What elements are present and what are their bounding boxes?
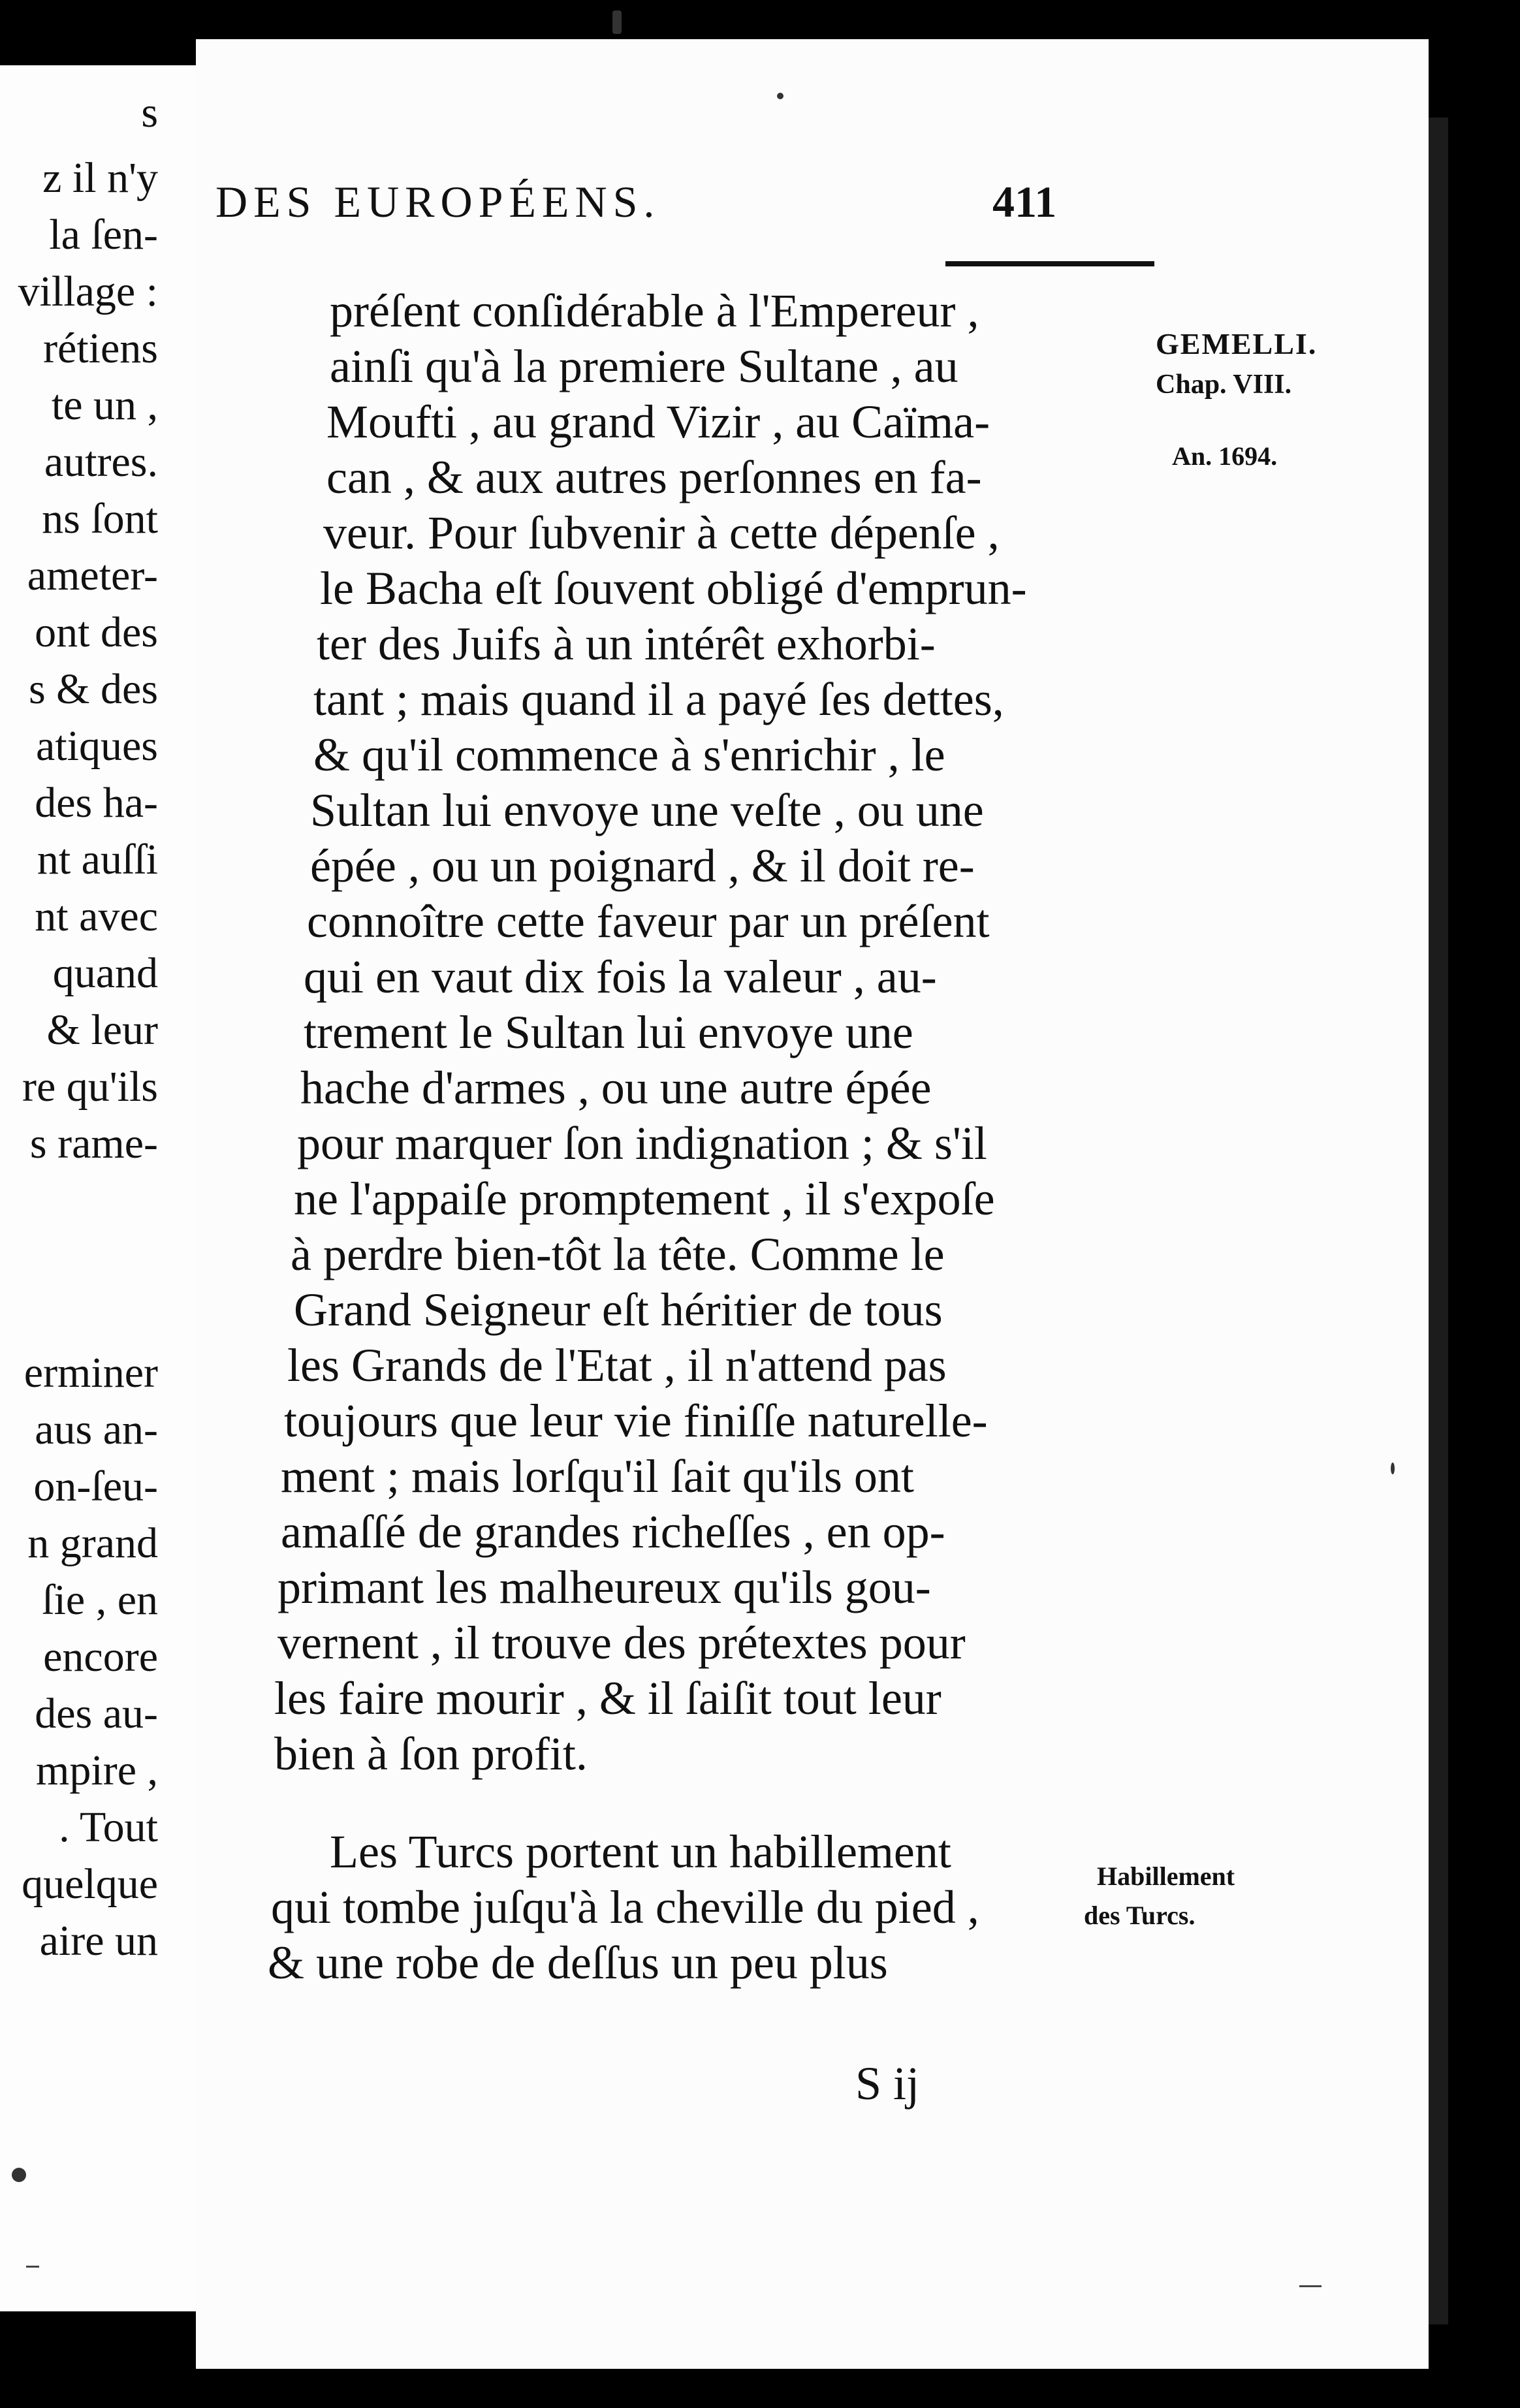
margin-note-topic: Habillement [1097,1861,1235,1891]
text-line: can , & aux autres perſonnes en fa- [326,451,982,503]
left-page-line: encore [43,1633,158,1681]
signature-mark: S ij [855,2057,920,2110]
left-page-line: autres. [44,438,158,486]
text-line: trement le Sultan lui envoye une [304,1006,913,1058]
text-line: primant les malheureux qu'ils gou- [277,1561,931,1613]
running-title: DES EUROPÉENS. [215,177,661,227]
left-page-line: s [141,89,158,136]
text-line: connoître cette faveur par un préſent [307,895,990,947]
left-page-line: s rame- [29,1120,158,1167]
page-edge-shadow [1429,118,1448,2324]
text-line: ainſi qu'à la premiere Sultane , au [330,340,958,392]
ink-speck [12,2168,26,2182]
text-line: qui en vaut dix fois la valeur , au- [304,951,937,1003]
left-page-line: ameter- [27,552,158,599]
text-line: vernent , il trouve des prétextes pour [277,1617,966,1669]
text-line: ment ; mais lorſqu'il ſait qu'ils ont [281,1450,914,1502]
text-line: & une robe de deſſus un peu plus [268,1937,888,1989]
text-line: toujours que leur vie finiſſe naturelle- [284,1395,988,1447]
left-page-line: des au- [35,1690,158,1737]
margin-note-year: An. 1694. [1172,441,1278,471]
ink-speck [26,2266,39,2268]
ink-speck [1299,2285,1322,2287]
left-page-line: quelque [22,1860,158,1908]
left-page-line: . Tout [59,1803,158,1851]
page-number: 411 [992,177,1057,227]
left-page-line: quand [52,949,158,997]
left-page-line: nt auſſi [37,836,158,883]
left-page-line: mpire , [36,1747,158,1794]
left-page-line: aire un [39,1917,158,1965]
text-line: préſent conſidérable à l'Empereur , [330,285,979,337]
left-page-line: ns ſont [42,495,158,543]
previous-page-fragment [0,65,196,2311]
text-line: les faire mourir , & il ſaiſit tout leur [274,1672,942,1724]
margin-note-chapter: Chap. VIII. [1156,370,1292,400]
left-page-line: rétiens [43,325,158,372]
left-page-line: village : [18,268,158,315]
binding-mark [612,10,622,34]
left-page-line: nt avec [35,893,158,940]
text-line: qui tombe juſqu'à la cheville du pied , [271,1881,979,1933]
text-line: les Grands de l'Etat , il n'attend pas [287,1339,947,1391]
margin-rule [945,261,1154,266]
text-line: bien à ſon profit. [274,1728,588,1780]
text-line: amaſſé de grandes richeſſes , en op- [281,1506,945,1558]
left-page-line: n grand [27,1519,158,1567]
text-line: ter des Juifs à un intérêt exhorbi- [317,618,936,670]
left-page-line: z il n'y [42,154,158,202]
left-page-line: aus an- [35,1406,158,1453]
left-page-line: s & des [29,665,158,713]
text-line: Moufti , au grand Vizir , au Caïma- [326,396,990,448]
left-page-line: ont des [35,609,158,656]
left-page-line: & leur [46,1006,158,1054]
text-line: épée , ou un poignard , & il doit re- [310,840,975,892]
margin-note-author: GEMELLI. [1156,327,1318,360]
text-line: à perdre bien-tôt la tête. Comme le [291,1228,945,1280]
left-page-line: on-ſeu- [33,1463,158,1510]
text-line: tant ; mais quand il a payé ſes dettes, [313,673,1004,725]
left-page-line: erminer [24,1349,158,1397]
left-page-line: atiques [36,722,158,770]
left-page-line: re qu'ils [22,1063,158,1111]
left-page-line: te un , [51,381,158,429]
left-page-line: la ſen- [49,211,158,259]
text-line: ne l'appaiſe promptement , il s'expoſe [294,1173,995,1225]
left-page-line: des ha- [35,779,158,827]
text-line: pour marquer ſon indignation ; & s'il [297,1117,987,1169]
text-line: Grand Seigneur eſt héritier de tous [294,1284,943,1336]
text-line: hache d'armes , ou une autre épée [300,1062,932,1114]
text-line: & qu'il commence à s'enrichir , le [313,729,945,781]
left-page-line: ſie , en [42,1576,158,1624]
text-line: Sultan lui envoye une veſte , ou une [310,784,984,836]
margin-note-topic: des Turcs. [1084,1901,1195,1930]
text-line: le Bacha eſt ſouvent obligé d'emprun- [320,562,1027,614]
ink-speck [1391,1463,1395,1474]
ink-speck [777,93,784,99]
text-line: Les Turcs portent un habillement [330,1826,951,1878]
text-line: veur. Pour ſubvenir à cette dépenſe , [323,507,1000,559]
